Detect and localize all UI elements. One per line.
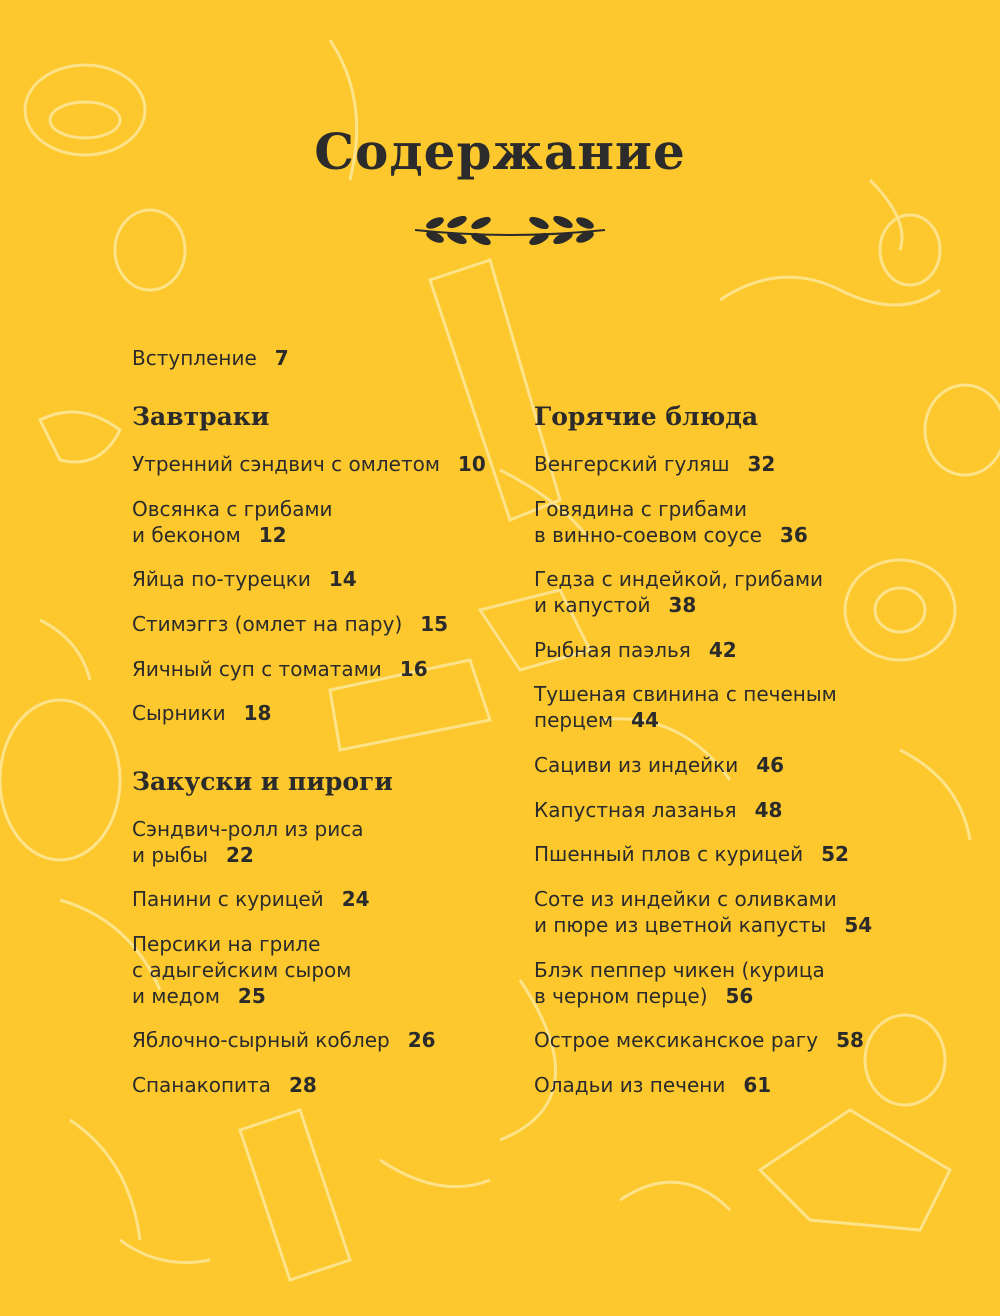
toc-entry-page: 52 <box>821 842 849 866</box>
toc-entry-label: Рыбная паэлья <box>534 638 691 662</box>
toc-entry-page: 22 <box>225 843 254 867</box>
toc-entry-label: Тушеная свинина с печеным <box>534 682 837 706</box>
page-title: Содержание <box>314 122 686 181</box>
toc-entry-page: 42 <box>708 638 737 662</box>
toc-entry[interactable] <box>534 886 914 938</box>
toc-entry-intro[interactable] <box>132 345 512 371</box>
toc-entry[interactable] <box>132 886 512 912</box>
toc-entry[interactable] <box>534 496 914 548</box>
toc-entry[interactable] <box>534 1027 914 1053</box>
toc-entry-page: 26 <box>407 1028 436 1052</box>
toc-entry-label: Соте из индейки с оливками <box>534 887 837 911</box>
toc-entry-label: Панини с курицей <box>132 887 324 911</box>
toc-entry-page: 54 <box>844 913 873 937</box>
toc-entry-label: Острое мексиканское рагу <box>534 1028 819 1052</box>
toc-entry[interactable] <box>132 1027 512 1053</box>
toc-entry[interactable] <box>534 841 914 867</box>
toc-entry-label: Овсянка с грибами <box>132 497 333 521</box>
toc-entry-label: Капустная лазанья <box>534 798 737 822</box>
toc-entry-page: 25 <box>237 984 266 1008</box>
toc-entry[interactable] <box>132 611 512 637</box>
toc-entry-label: Венгерский гуляш <box>534 452 730 476</box>
toc-entry-label: в винно-соевом соусе <box>534 523 762 547</box>
toc-entry[interactable] <box>132 700 512 726</box>
toc-entry-label: перцем <box>534 708 614 732</box>
toc-entry-page: 24 <box>341 887 370 911</box>
toc-entry-label: Утренний сэндвич с омлетом <box>132 452 440 476</box>
toc-entry-label: и беконом <box>132 523 241 547</box>
toc-entry-label: Яйца по-турецки <box>132 567 311 591</box>
toc-entry[interactable] <box>132 816 512 868</box>
toc-entry[interactable] <box>534 451 914 477</box>
toc-entry-label: Говядина с грибами <box>534 497 747 521</box>
toc-entry-label: в черном перце) <box>534 984 708 1008</box>
toc-entry[interactable] <box>132 656 512 682</box>
toc-entry[interactable] <box>534 681 914 733</box>
toc-entry-page: 16 <box>399 657 428 681</box>
toc-entry[interactable] <box>132 1072 512 1098</box>
toc-entry-label: Сациви из индейки <box>534 753 739 777</box>
section-heading-snacks: Закуски и пироги <box>132 767 393 796</box>
toc-entry[interactable] <box>534 1072 914 1098</box>
toc-entry-label: Яблочно-сырный коблер <box>132 1028 390 1052</box>
toc-entry[interactable] <box>132 566 512 592</box>
toc-entry-page: 12 <box>258 523 287 547</box>
toc-entry-page: 48 <box>754 798 783 822</box>
toc-entry[interactable] <box>132 451 512 477</box>
toc-entry-label: с адыгейским сыром <box>132 958 352 982</box>
toc-entry[interactable] <box>534 957 914 1009</box>
section-heading-breakfasts: Завтраки <box>132 402 270 431</box>
toc-entry-page: 14 <box>328 567 357 591</box>
section-heading-hot: Горячие блюда <box>534 402 759 431</box>
toc-entry-label: Стимэггз (омлет на пару) <box>132 612 403 636</box>
toc-entry-label: и медом <box>132 984 220 1008</box>
toc-entry[interactable] <box>534 797 914 823</box>
toc-entry-page: 32 <box>747 452 776 476</box>
toc-entry-page: 58 <box>836 1028 864 1052</box>
toc-entry-label: и капустой <box>534 593 651 617</box>
toc-entry-label: Персики на гриле <box>132 932 321 956</box>
toc-entry-label: Сырники <box>132 701 226 725</box>
toc-entry-page: 44 <box>631 708 659 732</box>
toc-entry-label: и рыбы <box>132 843 208 867</box>
toc-entry-label: Гедза с индейкой, грибами <box>534 567 824 591</box>
toc-entry-page: 61 <box>743 1073 772 1097</box>
toc-entry-page: 10 <box>457 452 486 476</box>
toc-entry[interactable] <box>132 496 512 548</box>
toc-entry-page: 7 <box>274 346 289 370</box>
toc-entry[interactable] <box>132 931 512 1009</box>
toc-entry-label: Оладьи из печени <box>534 1073 726 1097</box>
toc-entry-label: Пшенный плов с курицей <box>534 842 804 866</box>
toc-entry-label: Вступление <box>132 346 257 370</box>
toc-entry-label: Спанакопита <box>132 1073 271 1097</box>
toc-entry[interactable] <box>534 752 914 778</box>
toc-entry-page: 38 <box>668 593 697 617</box>
toc-entry-page: 28 <box>288 1073 317 1097</box>
toc-entry-page: 15 <box>420 612 449 636</box>
toc-entry-label: Сэндвич-ролл из риса <box>132 817 364 841</box>
toc-entry-label: и пюре из цветной капусты <box>534 913 827 937</box>
toc-entry-page: 18 <box>243 701 272 725</box>
toc-entry[interactable] <box>534 566 914 618</box>
laurel-branch-ornament-icon <box>405 205 615 255</box>
toc-entry-page: 56 <box>725 984 754 1008</box>
toc-entry-label: Яичный суп с томатами <box>132 657 382 681</box>
toc-entry-page: 36 <box>779 523 808 547</box>
toc-entry[interactable] <box>534 637 914 663</box>
toc-entry-page: 46 <box>756 753 785 777</box>
toc-entry-label: Блэк пеппер чикен (курица <box>534 958 825 982</box>
